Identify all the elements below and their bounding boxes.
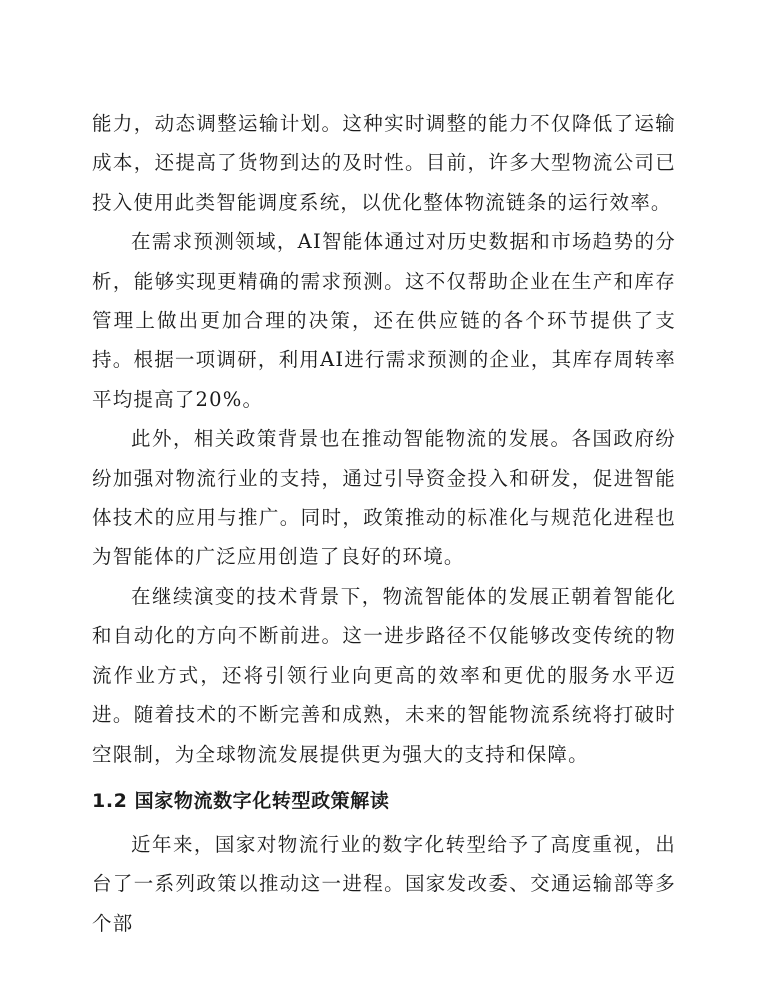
paragraph-continuation: 能力，动态调整运输计划。这种实时调整的能力不仅降低了运输成本，还提高了货物到达的及时性。目前，许多大型物流公司已投入使用此类智能调度系统，以优化整体物流链条的运行效率。 — [92, 112, 676, 214]
paragraph-technology-trend: 在继续演变的技术背景下，物流智能体的发展正朝着智能化和自动化的方向不断前进。这一进步路径不仅能够改变传统的物流作业方式，还将引领行业向更高的效率和更优的服务水平迈进。随着技术的不断完善和成熟，未来的智能物流系统将打破时空限制，为全球物流发展提供更为强大的支持和保障。 — [92, 584, 676, 766]
paragraph-demand-forecast: 在需求预测领域，AI智能体通过对历史数据和市场趋势的分析，能够实现更精确的需求预测。这不仅帮助企业在生产和库存管理上做出更加合理的决策，还在供应链的各个环节提供了支持。根据一项调研，利用AI进行需求预测的企业，其库存周转率平均提高了20%。 — [92, 230, 676, 411]
section-heading: 1.2 国家物流数字化转型政策解读 — [92, 789, 390, 812]
paragraph-policy-background: 此外，相关政策背景也在推动智能物流的发展。各国政府纷纷加强对物流行业的支持，通过引导资金投入和研发，促进智能体技术的应用与推广。同时，政策推动的标准化与规范化进程也为智能体的广泛应用创造了良好的环境。 — [92, 427, 676, 569]
document-page — [92, 104, 676, 943]
paragraph-section-intro: 近年来，国家对物流行业的数字化转型给予了高度重视，出台了一系列政策以推动这一进程。国家发改委、交通运输部等多个部 — [92, 832, 676, 935]
